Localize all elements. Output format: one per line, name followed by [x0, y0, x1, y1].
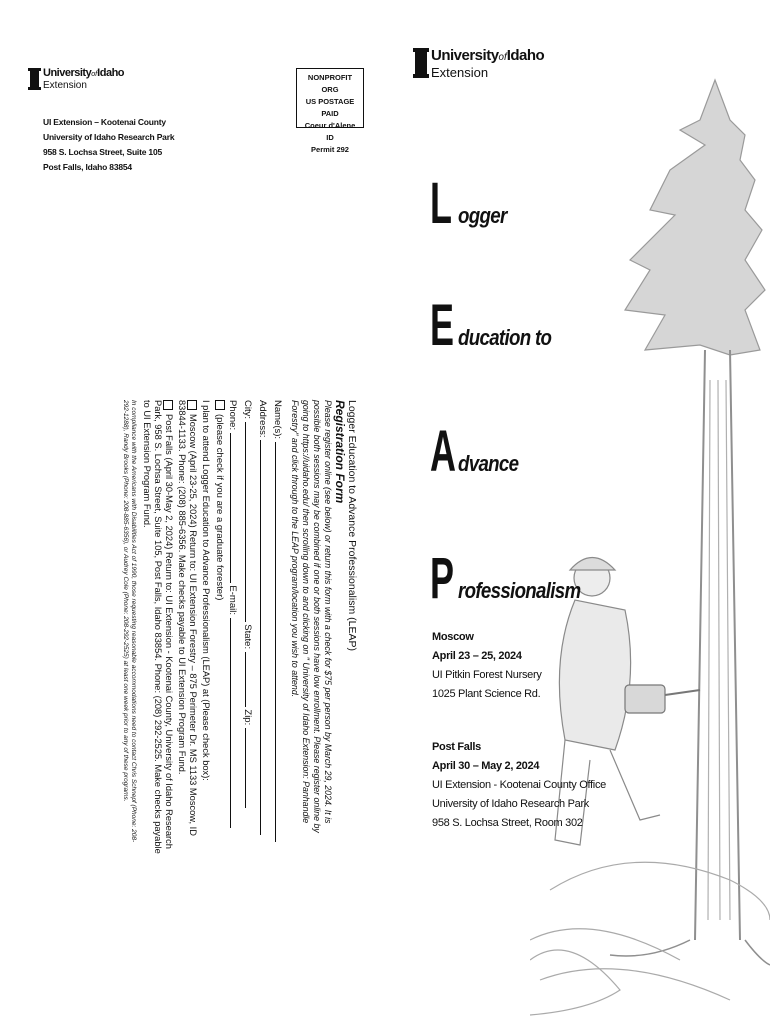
- postfalls-option-text: Post Falls (April 30-May 2, 2024) Return to: UI Extension - Kootenai County, University of Idaho Research Park, 958 S. Lochsa Street, Suite 105, Post Falls, Idaho 83854. Phone: (208) 292-2525. Make checks payable to UI Extension Program Fund.: [142, 400, 174, 854]
- address-row: [256, 400, 270, 855]
- form-footnote: In compliance with the Americans with Disabilities Act of 1990, those requesting reasonable accommodations need to contact Chris Schnepf (Phone: 208-292-1288), Randy Brooks (Phone: 208-885-6356), or Audrey Cole (Phone: 208-292-2525) at least one week prior to any of these programs.: [122, 400, 137, 843]
- city-row: [241, 400, 255, 855]
- logo-extension: Extension: [431, 65, 489, 80]
- registration-form: [63, 400, 358, 855]
- moscow-city: Moscow: [432, 631, 474, 643]
- phone-label: Phone:: [227, 400, 238, 431]
- name-row: [271, 400, 285, 855]
- postfalls-city: Post Falls: [432, 741, 481, 753]
- form-title: Logger Education to Advance Professionalism (LEAP): [346, 400, 358, 651]
- moscow-option-text: Moscow (April 23-25, 2024) Return to: UI Extension Forestry – 875 Perimeter Dr. MS 1133 Moscow, ID 83844-1133. Phone: (208) 885-6356. Make checks payable to UI Extension Program Fund.: [177, 400, 198, 836]
- moscow-dates: April 23 – 25, 2024: [432, 650, 522, 662]
- name-field[interactable]: [275, 442, 285, 842]
- leap-logger: [430, 170, 515, 237]
- email-field[interactable]: [230, 618, 240, 828]
- postage-line: Permit 292: [311, 145, 349, 154]
- return-address: [43, 115, 174, 175]
- phone-row: [226, 400, 240, 855]
- postage-line: US POSTAGE PAID: [305, 97, 355, 118]
- left-logo: [30, 68, 124, 91]
- moscow-checkbox[interactable]: [187, 400, 197, 410]
- attend-label: I plan to attend Logger Education to Advance Professionalism (LEAP) at (Please check box):: [201, 400, 211, 781]
- address-label: Address:: [257, 400, 268, 438]
- state-field[interactable]: [245, 652, 255, 707]
- moscow-venue: UI Pitkin Forest Nursery: [432, 669, 542, 681]
- postfalls-option: [141, 400, 174, 855]
- return-line: Post Falls, Idaho 83854: [43, 162, 132, 172]
- form-subtitle: Registration Form: [333, 400, 347, 504]
- right-logo: [415, 48, 544, 79]
- leap-letter: E: [430, 293, 454, 358]
- leap-professionalism: [430, 545, 602, 612]
- postage-box: [296, 68, 364, 154]
- logo-i-icon: [30, 68, 39, 90]
- phone-field[interactable]: [230, 433, 240, 583]
- graduate-row: [213, 400, 225, 855]
- return-line: 958 S. Lochsa Street, Suite 105: [43, 147, 162, 157]
- logo-idaho: Idaho: [506, 47, 545, 64]
- form-instructions: Please register online (see below) or return this form with a check for $75 per person by March 29, 2024. It is possible both sessions may be combined if one or both sessions have low enrollment. Please register online by going to https://uidaho.edu/ then scrolling down to and clicking on " University of Idaho Extension: Panhandle Forestry" and click through to the LEAP program/location you wish to attend.: [290, 400, 333, 833]
- leap-advance: [430, 418, 529, 485]
- email-label: E-mail:: [227, 585, 238, 615]
- leap-letter: A: [430, 419, 456, 484]
- leap-word: rofessionalism: [458, 578, 581, 603]
- tree-illustration: [530, 60, 770, 1020]
- leap-word: dvance: [458, 451, 519, 476]
- logo-university: University: [43, 67, 92, 79]
- moscow-address: 1025 Plant Science Rd.: [432, 688, 541, 700]
- leap-word: ducation to: [458, 325, 552, 350]
- leap-letter: P: [430, 546, 454, 611]
- state-label: State:: [242, 624, 253, 650]
- leap-word: ogger: [458, 203, 507, 228]
- postfalls-dates: April 30 – May 2, 2024: [432, 760, 540, 772]
- leap-education: [430, 292, 568, 359]
- logo-of: of: [91, 70, 98, 78]
- logo-university: University: [431, 47, 499, 64]
- postfalls-park: University of Idaho Research Park: [432, 798, 590, 810]
- postfalls-venue: UI Extension - Kootenai County Office: [432, 779, 606, 791]
- logo-idaho: Idaho: [97, 67, 125, 79]
- graduate-checkbox[interactable]: [215, 400, 225, 410]
- return-line: UI Extension – Kootenai County: [43, 117, 166, 127]
- logo-i-icon: [415, 48, 427, 78]
- zip-label: Zip:: [242, 709, 253, 726]
- postfalls-address: 958 S. Lochsa Street, Room 302: [432, 817, 583, 829]
- moscow-option: [176, 400, 198, 855]
- zip-field[interactable]: [245, 728, 255, 808]
- return-line: University of Idaho Research Park: [43, 132, 175, 142]
- city-label: City:: [242, 400, 253, 419]
- graduate-label: (please check if you are a graduate forester): [214, 414, 225, 601]
- city-field[interactable]: [245, 422, 255, 622]
- postage-line: Coeur d'Alene ID: [304, 121, 356, 142]
- postfalls-event: [432, 738, 606, 833]
- logo-of: of: [498, 52, 507, 63]
- address-field[interactable]: [260, 440, 270, 835]
- postage-line: NONPROFIT ORG: [307, 73, 353, 94]
- logo-extension: Extension: [43, 80, 87, 91]
- leap-letter: L: [430, 171, 452, 236]
- postfalls-checkbox[interactable]: [163, 400, 173, 410]
- moscow-event: [432, 628, 542, 704]
- name-label: Name(s):: [272, 400, 283, 440]
